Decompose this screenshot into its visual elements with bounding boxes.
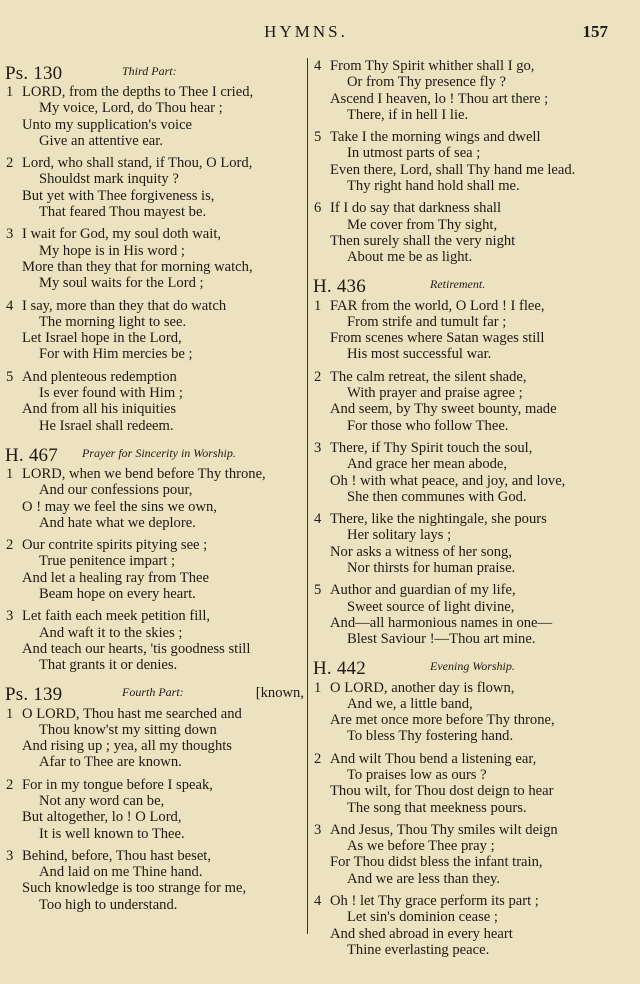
verse-number: 4 — [6, 297, 14, 314]
verse — [312, 129, 612, 194]
verse-text: Nor thirsts for human praise. — [347, 560, 516, 577]
verse-text: Lord, who shall stand, if Thou, O Lord, — [22, 155, 253, 172]
verse-text: LORD, from the depths to Thee I cried, — [22, 84, 254, 100]
verse-line — [4, 401, 304, 417]
hymn — [4, 440, 304, 674]
verse-text: Let Israel hope in the Lord, — [22, 330, 182, 347]
verse-line — [312, 369, 612, 385]
verse-text: There, like the nightingale, she pours — [330, 511, 547, 528]
verse-line — [4, 722, 304, 738]
verse-number: 2 — [314, 750, 322, 767]
verse — [312, 58, 612, 123]
verse-text: And shed abroad in every heart — [330, 925, 513, 942]
verse-text: It is well known to Thee. — [39, 825, 185, 842]
verse-line — [312, 489, 612, 505]
hymn-heading — [312, 654, 612, 678]
verse-text: For Thou didst bless the infant train, — [330, 854, 543, 871]
verse-number: 1 — [6, 705, 14, 722]
verse-line — [4, 117, 304, 133]
verse-text: Oh ! let Thy grace perform its part ; — [330, 893, 539, 910]
hymn-overflow-word: [known, — [255, 685, 304, 702]
verse-number: 3 — [6, 847, 14, 864]
page-number: 157 — [582, 22, 608, 41]
verse-line — [4, 848, 304, 864]
verse-text: Even there, Lord, shall Thy hand me lead. — [330, 161, 576, 178]
verse-line — [4, 553, 304, 569]
verse-line — [4, 330, 304, 346]
verse-text: Behind, before, Thou hast beset, — [22, 847, 211, 864]
verse-text: I wait for God, my soul doth wait, — [22, 226, 222, 243]
verse — [312, 822, 612, 887]
verse-text: Our contrite spirits pitying see ; — [22, 537, 208, 554]
verse-line — [4, 657, 304, 673]
hymn-number: Ps. 130 — [5, 62, 63, 84]
verse-text: Then surely shall the very night — [330, 232, 516, 249]
verse-line — [4, 880, 304, 896]
verse-text: Take I the morning wings and dwell — [330, 129, 541, 146]
verse — [4, 466, 304, 531]
verse-line — [312, 783, 612, 799]
verse-line — [4, 259, 304, 275]
verse — [312, 200, 612, 265]
verse-text: But altogether, lo ! O Lord, — [22, 809, 182, 826]
verse-text: Let faith each meek petition fill, — [22, 608, 211, 625]
verse-number: 2 — [6, 537, 14, 554]
verse-line — [4, 385, 304, 401]
verse-text: Sweet source of light divine, — [347, 598, 515, 615]
verse-text: Such knowledge is too strange for me, — [22, 880, 247, 897]
verse-line — [312, 767, 612, 783]
verse — [4, 706, 304, 771]
verse-line — [312, 200, 612, 216]
verse-number: 5 — [314, 129, 322, 146]
verse-line — [312, 800, 612, 816]
verse-text: For those who follow Thee. — [347, 417, 509, 434]
verse-text: But yet with Thee forgiveness is, — [22, 187, 215, 204]
verse-line — [312, 712, 612, 728]
verse-line — [312, 893, 612, 909]
verse-line — [4, 826, 304, 842]
verse — [312, 440, 612, 505]
verse-text: That feared Thou mayest be. — [39, 204, 207, 221]
hymn — [312, 654, 612, 959]
verse-number: 4 — [314, 893, 322, 910]
running-head — [0, 22, 640, 46]
verse-text: And seem, by Thy sweet bounty, made — [330, 401, 557, 418]
verse — [312, 298, 612, 363]
verse — [4, 84, 304, 149]
verse-text: Are met once more before Thy throne, — [330, 712, 555, 729]
verse-line — [312, 728, 612, 744]
verse-line — [312, 178, 612, 194]
verse-text: And—all harmonious names in one— — [330, 614, 553, 631]
verse-line — [312, 822, 612, 838]
verse-line — [4, 155, 304, 171]
verse-number: 5 — [6, 368, 14, 385]
verse-text: LORD, when we bend before Thy throne, — [22, 465, 266, 482]
verse-text: Give an attentive ear. — [39, 132, 163, 149]
verse-line — [312, 418, 612, 434]
verse-line — [4, 100, 304, 116]
verse-text: And laid on me Thine hand. — [39, 864, 203, 881]
verse-line — [4, 706, 304, 722]
verse-text: She then communes with God. — [347, 488, 527, 505]
hymn-title: Retirement. — [430, 277, 486, 292]
verse — [4, 155, 304, 220]
verse-text: And wilt Thou bend a listening ear, — [330, 750, 537, 767]
verse-number: 2 — [314, 368, 322, 385]
verse-line — [312, 680, 612, 696]
verse-text: With prayer and praise agree ; — [347, 385, 523, 402]
verse-line — [4, 793, 304, 809]
verse-line — [312, 401, 612, 417]
verse-line — [312, 582, 612, 598]
verse-line — [4, 275, 304, 291]
verse-line — [312, 91, 612, 107]
verse-text: Oh ! with what peace, and joy, and love, — [330, 472, 566, 489]
verse-line — [312, 615, 612, 631]
verse-text: For with Him mercies be ; — [39, 346, 193, 363]
verse-text: My soul waits for the Lord ; — [39, 275, 204, 292]
verse-text: And rising up ; yea, all my thoughts — [22, 738, 232, 755]
verse-number: 2 — [6, 155, 14, 172]
verse-text: More than they that for morning watch, — [22, 258, 253, 275]
verse-text: Afar to Thee are known. — [39, 754, 182, 771]
verse-text: Unto my supplication's voice — [22, 116, 193, 133]
verse-text: There, if in hell I lie. — [347, 106, 469, 123]
verse-text: To bless Thy fostering hand. — [347, 728, 514, 745]
verse — [312, 751, 612, 816]
verse-line — [312, 942, 612, 958]
verse-text: And let a healing ray from Thee — [22, 569, 209, 586]
verse-line — [4, 418, 304, 434]
verse-number: 1 — [314, 679, 322, 696]
verse — [4, 777, 304, 842]
verse-number: 1 — [6, 84, 14, 100]
verse-text: For in my tongue before I speak, — [22, 776, 213, 793]
verse-number: 6 — [314, 200, 322, 217]
verse-line — [4, 346, 304, 362]
verse — [4, 298, 304, 363]
verse-line — [4, 171, 304, 187]
hymn-number: H. 442 — [313, 658, 366, 680]
left-column — [4, 58, 304, 919]
verse-line — [312, 599, 612, 615]
verse-number: 3 — [6, 608, 14, 625]
verse-text: Me cover from Thy sight, — [347, 216, 498, 233]
verse-text: I say, more than they that do watch — [22, 297, 227, 314]
verse — [4, 848, 304, 913]
verse-line — [4, 499, 304, 515]
verse-text: From Thy Spirit whither shall I go, — [330, 58, 535, 74]
verse-text: He Israel shall redeem. — [39, 417, 174, 434]
right-column — [312, 58, 612, 964]
verse-line — [4, 226, 304, 242]
verse-text: Beam hope on every heart. — [39, 586, 196, 603]
verse-text: From strife and tumult far ; — [347, 313, 507, 330]
verse-text: And grace her mean abode, — [347, 456, 508, 473]
verse-line — [4, 204, 304, 220]
verse-text: The song that meekness pours. — [347, 799, 527, 816]
verse-text: And hate what we deplore. — [39, 514, 196, 531]
verse — [312, 369, 612, 434]
verse-line — [312, 871, 612, 887]
verse-line — [312, 129, 612, 145]
verse-line — [312, 249, 612, 265]
verse-text: And our confessions pour, — [39, 482, 193, 499]
verse-text: Too high to understand. — [39, 896, 178, 913]
hymn-number: H. 436 — [313, 276, 366, 298]
verse-text: Thou know'st my sitting down — [39, 721, 217, 738]
verse-text: And plenteous redemption — [22, 368, 177, 385]
verse-text: From scenes where Satan wages still — [330, 330, 545, 347]
verse-text: Thine everlasting peace. — [347, 941, 490, 958]
verse-line — [4, 897, 304, 913]
verse-line — [312, 473, 612, 489]
hymn-number: Ps. 139 — [5, 684, 63, 706]
verse — [4, 226, 304, 291]
verse-text: If I do say that darkness shall — [330, 200, 502, 217]
verse-line — [4, 466, 304, 482]
verse-line — [4, 298, 304, 314]
verse-line — [4, 864, 304, 880]
verse-text: Her solitary lays ; — [347, 527, 452, 544]
verse-text: And teach our hearts, 'tis goodness still — [22, 640, 251, 657]
verse-line — [4, 754, 304, 770]
verse-line — [4, 482, 304, 498]
verse-line — [312, 909, 612, 925]
verse-text: My voice, Lord, do Thou hear ; — [39, 100, 223, 117]
verse-text: The morning light to see. — [39, 313, 187, 330]
verse-line — [312, 217, 612, 233]
verse-text: O ! may we feel the sins we own, — [22, 498, 217, 515]
verse-text: There, if Thy Spirit touch the soul, — [330, 439, 533, 456]
verse — [4, 369, 304, 434]
verse-line — [312, 854, 612, 870]
verse-line — [4, 586, 304, 602]
verse-text: His most successful war. — [347, 346, 492, 363]
verse-text: And Jesus, Thou Thy smiles wilt deign — [330, 821, 558, 838]
verse-line — [4, 809, 304, 825]
verse-number: 3 — [314, 821, 322, 838]
verse-text: As we before Thee pray ; — [347, 838, 495, 855]
verse-line — [4, 515, 304, 531]
verse-text: True penitence impart ; — [39, 553, 176, 570]
verse-text: About me be as light. — [347, 249, 473, 266]
verse-line — [312, 145, 612, 161]
verse-text: Shouldst mark inquity ? — [39, 171, 179, 188]
verse-text: The calm retreat, the silent shade, — [330, 368, 527, 385]
hymn-title: Evening Worship. — [430, 659, 515, 674]
verse-line — [312, 298, 612, 314]
verse-line — [4, 537, 304, 553]
hymn-title: Fourth Part: — [122, 685, 184, 700]
verse-text: Blest Saviour !—Thou art mine. — [347, 631, 536, 648]
verse — [4, 608, 304, 673]
verse-line — [312, 107, 612, 123]
verse-number: 1 — [6, 465, 14, 482]
hymn — [4, 58, 304, 434]
verse — [312, 680, 612, 745]
verse-text: FAR from the world, O Lord ! I flee, — [330, 297, 545, 314]
verse-line — [312, 560, 612, 576]
verse-line — [312, 511, 612, 527]
verse — [312, 511, 612, 576]
verse-line — [312, 233, 612, 249]
verse-line — [4, 243, 304, 259]
verse-text: Not any word can be, — [39, 792, 165, 809]
verse-text: In utmost parts of sea ; — [347, 145, 481, 162]
column-divider — [307, 58, 308, 934]
verse — [312, 582, 612, 647]
verse-number: 2 — [6, 776, 14, 793]
verse-text: Thy right hand hold shall me. — [347, 178, 520, 195]
verse-line — [4, 369, 304, 385]
verse-text: Let sin's dominion cease ; — [347, 909, 498, 926]
verse-line — [312, 838, 612, 854]
verse-text: Or from Thy presence fly ? — [347, 74, 506, 91]
verse-line — [4, 133, 304, 149]
verse-text: Author and guardian of my life, — [330, 582, 516, 599]
verse-line — [4, 625, 304, 641]
verse-number: 5 — [314, 582, 322, 599]
verse-text: To praises low as ours ? — [347, 766, 487, 783]
verse — [4, 537, 304, 602]
verse-text: Nor asks a witness of her song, — [330, 543, 512, 560]
verse-line — [4, 84, 304, 100]
verse-line — [312, 751, 612, 767]
verse-line — [312, 330, 612, 346]
verse-text: And we are less than they. — [347, 870, 501, 887]
verse-line — [4, 641, 304, 657]
hymn-number: H. 467 — [5, 444, 58, 466]
verse-line — [4, 777, 304, 793]
verse — [312, 893, 612, 958]
hymn-heading — [312, 272, 612, 296]
hymn — [312, 58, 612, 266]
verse-text: And from all his iniquities — [22, 401, 177, 418]
verse-line — [312, 162, 612, 178]
verse-number: 4 — [314, 58, 322, 74]
hymn-heading — [4, 58, 304, 82]
verse-line — [312, 544, 612, 560]
verse-text: And we, a little band, — [347, 695, 473, 712]
verse-text: Thou wilt, for Thou dost deign to hear — [330, 783, 554, 800]
verse-line — [312, 631, 612, 647]
hymn-heading — [4, 680, 304, 704]
verse-line — [312, 74, 612, 90]
hymn — [312, 272, 612, 648]
verse-line — [4, 738, 304, 754]
hymn-heading — [4, 440, 304, 464]
verse-line — [312, 440, 612, 456]
verse-line — [4, 188, 304, 204]
verse-line — [4, 608, 304, 624]
verse-text: That grants it or denies. — [39, 657, 178, 674]
verse-text: And waft it to the skies ; — [39, 624, 183, 641]
running-head-title: HYMNS. — [264, 22, 348, 41]
verse-line — [312, 527, 612, 543]
verse-text: Is ever found with Him ; — [39, 385, 183, 402]
verse-line — [312, 346, 612, 362]
hymn — [4, 680, 304, 914]
verse-number: 3 — [314, 439, 322, 456]
verse-line — [312, 314, 612, 330]
verse-text: Ascend I heaven, lo ! Thou art there ; — [330, 90, 549, 107]
verse-line — [312, 385, 612, 401]
hymn-title: Prayer for Sincerity in Worship. — [82, 445, 236, 460]
verse-number: 1 — [314, 297, 322, 314]
verse-number: 3 — [6, 226, 14, 243]
verse-text: O LORD, Thou hast me searched and — [22, 705, 242, 722]
verse-line — [4, 570, 304, 586]
verse-line — [4, 314, 304, 330]
verse-line — [312, 926, 612, 942]
verse-text: My hope is in His word ; — [39, 242, 185, 259]
verse-line — [312, 456, 612, 472]
verse-text: O LORD, another day is flown, — [330, 679, 515, 696]
verse-line — [312, 696, 612, 712]
verse-number: 4 — [314, 511, 322, 528]
verse-line — [312, 58, 612, 74]
hymn-title: Third Part: — [122, 63, 177, 78]
